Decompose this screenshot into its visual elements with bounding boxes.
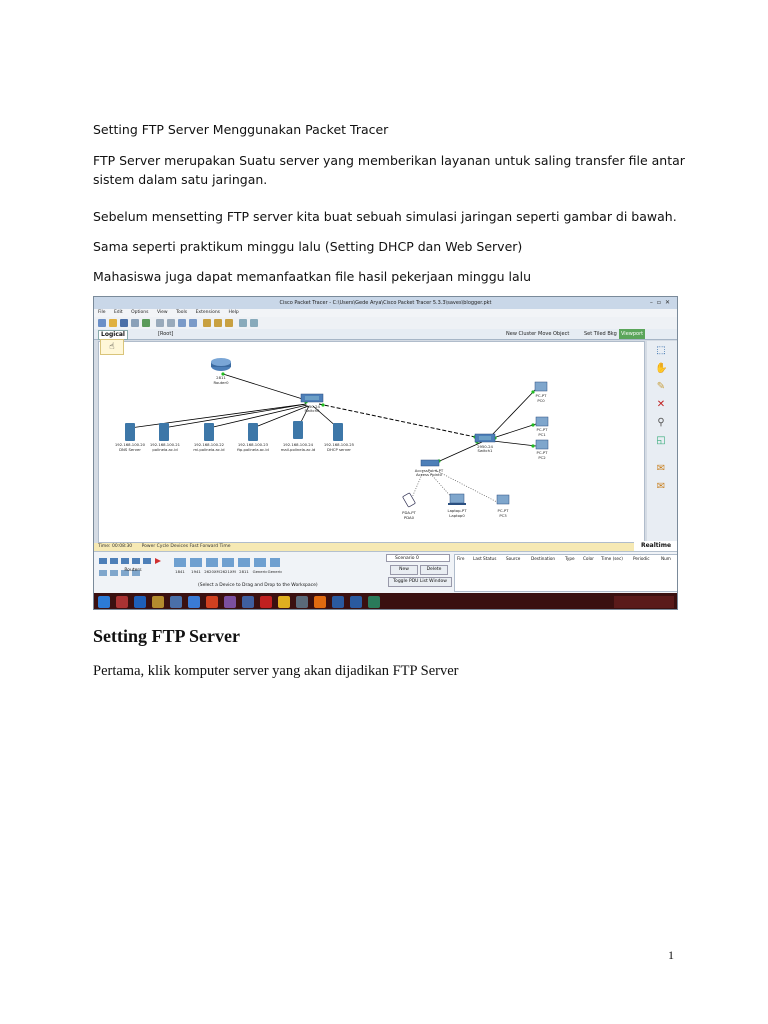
print-icon[interactable] [131,319,139,327]
intro-paragraph: FTP Server merupakan Suatu server yang memberikan layanan untuk saling transfer file antar sistem dalam satu jaringan. [93,153,685,187]
copy-icon[interactable] [156,319,164,327]
windows-taskbar [94,593,677,610]
col-num: Num [661,556,671,561]
move-tool-icon[interactable]: ✋ [655,363,668,374]
device-category-icons[interactable] [98,556,168,578]
laptop-name: Laptop0 [449,513,465,518]
packet-tracer-taskbar-icon[interactable] [368,596,380,608]
paste-icon[interactable] [167,319,175,327]
link-pc2 [493,441,536,446]
device-category-label: Routers [124,568,142,573]
pc0-name: PC0 [537,398,545,403]
document-title: Setting FTP Server Menggunakan Packet Tracer [93,122,389,137]
menu-bar [94,309,677,317]
taskbar-app-icon-4[interactable] [206,596,218,608]
pc0-model: PC-PT [535,393,547,398]
server-polinela-name: polinela.ac.id [152,447,178,452]
model-1841: 1841 [175,569,185,574]
drawing-palette-icon[interactable] [239,319,247,327]
server-dns-ip: 192.168.100.20 [114,442,146,447]
menu-edit[interactable]: Edit [113,310,123,315]
menu-extensions[interactable]: Extensions [195,310,221,315]
paragraph-simulation: Sebelum mensetting FTP server kita buat sebuah simulasi jaringan seperti gambar di bawah. [93,209,677,224]
right-tool-panel [647,341,677,541]
server-ftp-ip: 192.168.100.23 [237,442,269,447]
taskbar-app-icon-7[interactable] [296,596,308,608]
taskbar-app-icon[interactable] [116,596,128,608]
resize-shape-icon[interactable]: ◱ [656,435,666,446]
packet-tracer-screenshot [93,296,678,610]
server-mi-name: mi.polinela.ac.id [193,447,225,452]
logical-workspace[interactable] [98,341,645,543]
server-mail-name: mail.polinela.ac.id [280,447,316,452]
network-topology [99,342,644,542]
window-title: Cisco Packet Tracer - C:\Users\Gede Arya\Cisco Packet Tracer 5.3.3\saves\blogger.pkt [279,300,492,306]
drag-hint: (Select a Device to Drag and Drop to the Workspace) [198,583,318,588]
time-bar [94,543,677,551]
workspace-bar [94,329,677,340]
link-dns-server [130,404,306,428]
file-explorer-icon[interactable] [152,596,164,608]
model-generic-2: Generic [267,569,282,574]
window-controls: –▫✕ [649,299,674,306]
router-model: 2811 [216,375,226,380]
col-fire: Fire [457,556,465,561]
switch1-name: Switch1 [477,448,493,453]
select-tool-icon[interactable]: ⬚ [656,345,666,356]
model-1941: 1941 [191,569,201,574]
add-complex-pdu-icon[interactable]: ✉ [656,481,666,492]
inspect-tool-icon[interactable]: ⚲ [657,417,665,428]
wireless-pc3 [435,470,497,502]
internet-explorer-icon[interactable] [134,596,146,608]
paragraph-first-step: Pertama, klik komputer server yang akan dijadikan FTP Server [93,663,459,679]
col-destination: Destination [531,556,556,561]
link-switch0-switch1 [319,404,480,438]
access-point-model: AccessPoint-PT [414,468,444,473]
chrome-icon[interactable] [278,596,290,608]
new-scenario-button[interactable]: New [390,565,418,575]
server-mi-ip: 192.168.100.22 [193,442,225,447]
scenario-select[interactable]: Scenario 0 [386,554,450,562]
pda-name: PDA0 [403,515,415,520]
pc1-model: PC-PT [536,427,548,432]
note-tool-icon[interactable]: ✎ [656,381,666,392]
server-mail-ip: 192.168.100.24 [282,442,314,447]
col-time: Time (sec) [601,556,623,561]
server-dns-name: DNS Server [119,447,141,452]
undo-icon[interactable] [178,319,186,327]
pc2-model: PC-PT [536,450,548,455]
link-router-switch0 [223,374,309,401]
col-last-status: Last Status [473,556,497,561]
device-model-list[interactable] [172,556,282,576]
device-panel [94,551,677,594]
model-generic-1: Generic [252,569,268,574]
switch0-icon [301,394,323,402]
viewport-button[interactable]: Viewport [621,331,644,337]
menu-tools[interactable]: Tools [176,310,188,315]
server-dhcp-ip: 192.168.100.25 [323,442,355,447]
menu-help[interactable]: Help [228,310,239,315]
word-icon-2[interactable] [350,596,362,608]
hand-pointer-icon[interactable]: ☝ [100,339,124,355]
router-icon [211,358,231,371]
menu-options[interactable]: Options [131,310,149,315]
zoom-reset-icon[interactable] [214,319,222,327]
link-pc1 [493,424,536,438]
model-2620xm: 2620XM [204,569,220,574]
col-periodic: Periodic [633,556,650,561]
section-heading: Setting FTP Server [93,626,240,646]
pc3-name: PC3 [499,513,507,518]
pda-icon [403,493,416,507]
set-tiled-bkg-button[interactable]: Set Tiled Bkg [584,331,617,337]
redo-icon[interactable] [189,319,197,327]
save-icon[interactable] [120,319,128,327]
paragraph-previous-lab: Sama seperti praktikum minggu lalu (Setting DHCP dan Web Server) [93,239,523,254]
link-polinela-server [163,404,306,428]
zoom-out-icon[interactable] [225,319,233,327]
realtime-mode-button[interactable]: Realtime [634,541,678,551]
move-object-button[interactable]: Move Object [538,331,570,337]
custom-devices-icon[interactable] [250,319,258,327]
server-polinela-ip: 192.168.100.21 [149,442,181,447]
laptop-icon [448,494,466,505]
switch0-name: Switch0 [304,408,320,413]
pc3-model: PC-PT [497,508,509,513]
taskbar-app-icon-2[interactable] [170,596,182,608]
word-icon[interactable] [332,596,344,608]
menu-file[interactable]: File [98,310,106,315]
new-cluster-button[interactable]: New Cluster [506,331,537,337]
windows-start-icon[interactable] [98,596,110,608]
paragraph-reuse-file: Mahasiswa juga dapat memanfaatkan file hasil pekerjaan minggu lalu [93,269,532,284]
new-file-icon[interactable] [98,319,106,327]
pc1-name: PC1 [538,432,546,437]
access-point-icon [421,460,439,466]
pda-model: PDA-PT [402,510,416,515]
pdu-list-table [454,554,678,592]
status-time: Time: 00:08:30 [98,544,133,549]
filezilla-icon[interactable] [260,596,272,608]
pc3-icon [497,495,509,504]
taskbar-app-icon-3[interactable] [188,596,200,608]
root-label: [Root] [158,331,174,337]
menu-view[interactable]: View [156,310,168,315]
col-source: Source [506,556,521,561]
add-simple-pdu-icon[interactable]: ✉ [656,463,666,474]
switch0-model: 2950-24 [304,404,320,409]
delete-scenario-button[interactable]: Delete [420,565,448,575]
taskbar-app-icon-6[interactable] [242,596,254,608]
toggle-pdu-list-button[interactable]: Toggle PDU List Window [388,577,452,587]
page-number: 1 [668,948,674,962]
open-folder-icon[interactable] [109,319,117,327]
laptop-model: Laptop-PT [447,508,467,513]
status-actions[interactable]: Power Cycle Devices Fast Forward Time [141,544,231,549]
logical-tab[interactable]: Logical [98,330,128,340]
router-name: Router0 [213,380,229,385]
access-point-name: Access Point0 [415,472,443,477]
delete-tool-icon[interactable]: ✕ [656,399,666,410]
server-dhcp-name: DHCP server [327,447,351,452]
server-ftp-name: ftp.polinela.ac.id [237,447,269,452]
activity-wizard-icon[interactable] [142,319,150,327]
model-2811: 2811 [239,569,249,574]
col-type: Type [565,556,575,561]
zoom-in-icon[interactable] [203,319,211,327]
model-2621xm: 2621XM [220,569,236,574]
col-color: Color [583,556,594,561]
taskbar-app-icon-5[interactable] [224,596,236,608]
firefox-icon[interactable] [314,596,326,608]
pc2-name: PC2 [538,455,546,460]
link-pc0 [491,389,536,436]
system-tray [614,596,674,608]
switch1-icon [475,434,495,442]
switch1-model: 2950-24 [477,444,493,449]
